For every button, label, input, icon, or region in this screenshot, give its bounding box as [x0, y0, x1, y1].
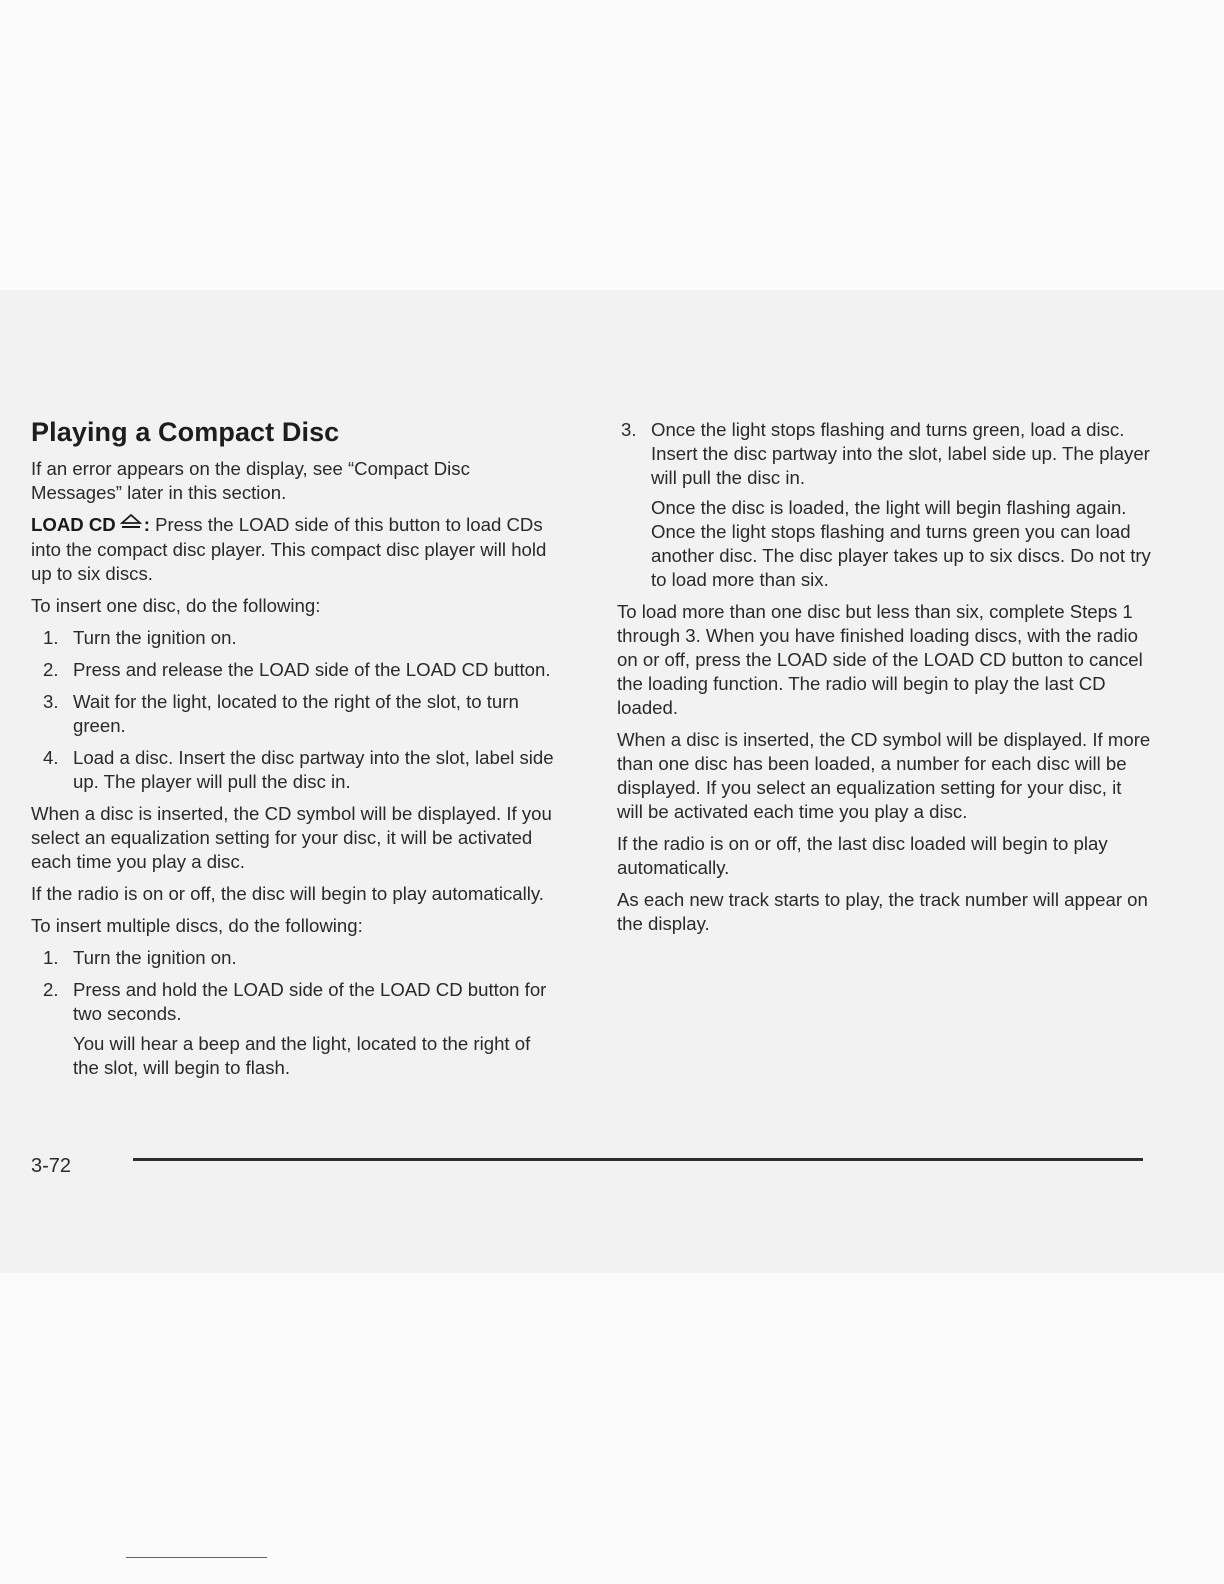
step-number: 2. [43, 659, 59, 681]
multiple-steps-list-continued [617, 418, 1152, 592]
load-cd-label: LOAD CD [31, 514, 116, 535]
single-after-paragraph-1: When a disc is inserted, the CD symbol will be displayed. If you select an equalization setting for your disc, it will be activated each time you play a disc. [31, 803, 552, 873]
right-column [617, 418, 1152, 944]
load-cd-colon: : [143, 514, 150, 535]
page-number: 3-72 [31, 1155, 72, 1177]
list-item [31, 626, 561, 650]
list-item [617, 418, 1152, 592]
multiple-paragraph-2: When a disc is inserted, the CD symbol will be displayed. If more than one disc has been loaded, a number for each disc will be displayed. If you select an equalization setting for your disc, it will be activated each time you play a disc. [617, 729, 1151, 822]
multiple-paragraph-3: If the radio is on or off, the last disc loaded will begin to play automatically. [617, 833, 1108, 878]
list-item [31, 946, 561, 970]
step-text: Press and hold the LOAD side of the LOAD CD button for two seconds. [73, 979, 547, 1025]
step-text: Once the light stops flashing and turns green, load a disc. Insert the disc partway into the slot, label side up. The player will pull the disc in. [651, 419, 1150, 488]
list-item [31, 690, 561, 738]
left-column [31, 415, 561, 1088]
load-cd-paragraph [31, 513, 561, 586]
intro-paragraph: If an error appears on the display, see “Compact Disc Messages” later in this section. [31, 458, 470, 503]
list-item [31, 658, 561, 682]
load-cd-text: Press the LOAD side of this button to load CDs into the compact disc player. This compact disc player will hold up to six discs. [31, 514, 547, 585]
multiple-steps-list [31, 946, 561, 1080]
step-text: Turn the ignition on. [73, 627, 237, 649]
step-number: 1. [43, 627, 59, 649]
single-steps-list [31, 626, 561, 794]
bottom-link-underline [126, 1557, 267, 1558]
multiple-paragraph-4: As each new track starts to play, the track number will appear on the display. [617, 889, 1148, 934]
step-subtext: You will hear a beep and the light, located to the right of the slot, will begin to flash. [73, 1033, 531, 1079]
step-subtext: Once the disc is loaded, the light will begin flashing again. Once the light stops flashing and turns green you can load another disc. The disc player takes up to six discs. Do not try to load more than six. [651, 497, 1151, 590]
step-number: 2. [43, 979, 59, 1001]
step-number: 1. [43, 947, 59, 969]
footer-rule [133, 1158, 1143, 1161]
step-text: Load a disc. Insert the disc partway into the slot, label side up. The player will pull the disc in. [73, 747, 554, 793]
single-after-paragraph-2: If the radio is on or off, the disc will begin to play automatically. [31, 883, 544, 905]
step-text: Wait for the light, located to the right of the slot, to turn green. [73, 691, 519, 737]
step-text: Press and release the LOAD side of the LOAD CD button. [73, 659, 551, 681]
step-number: 4. [43, 747, 59, 769]
step-text: Turn the ignition on. [73, 947, 237, 969]
step-number: 3. [621, 419, 637, 440]
page-title: Playing a Compact Disc [31, 417, 340, 447]
list-item [31, 746, 561, 794]
multiple-paragraph-1: To load more than one disc but less than six, complete Steps 1 through 3. When you have finished loading discs, with the radio on or off, press the LOAD side of the LOAD CD button to cancel the loading function. The radio will begin to play the last CD loaded. [617, 601, 1143, 718]
eject-icon [120, 512, 142, 536]
single-intro: To insert one disc, do the following: [31, 595, 321, 617]
step-number: 3. [43, 691, 59, 713]
multiple-intro: To insert multiple discs, do the following: [31, 915, 363, 937]
list-item [31, 978, 561, 1080]
